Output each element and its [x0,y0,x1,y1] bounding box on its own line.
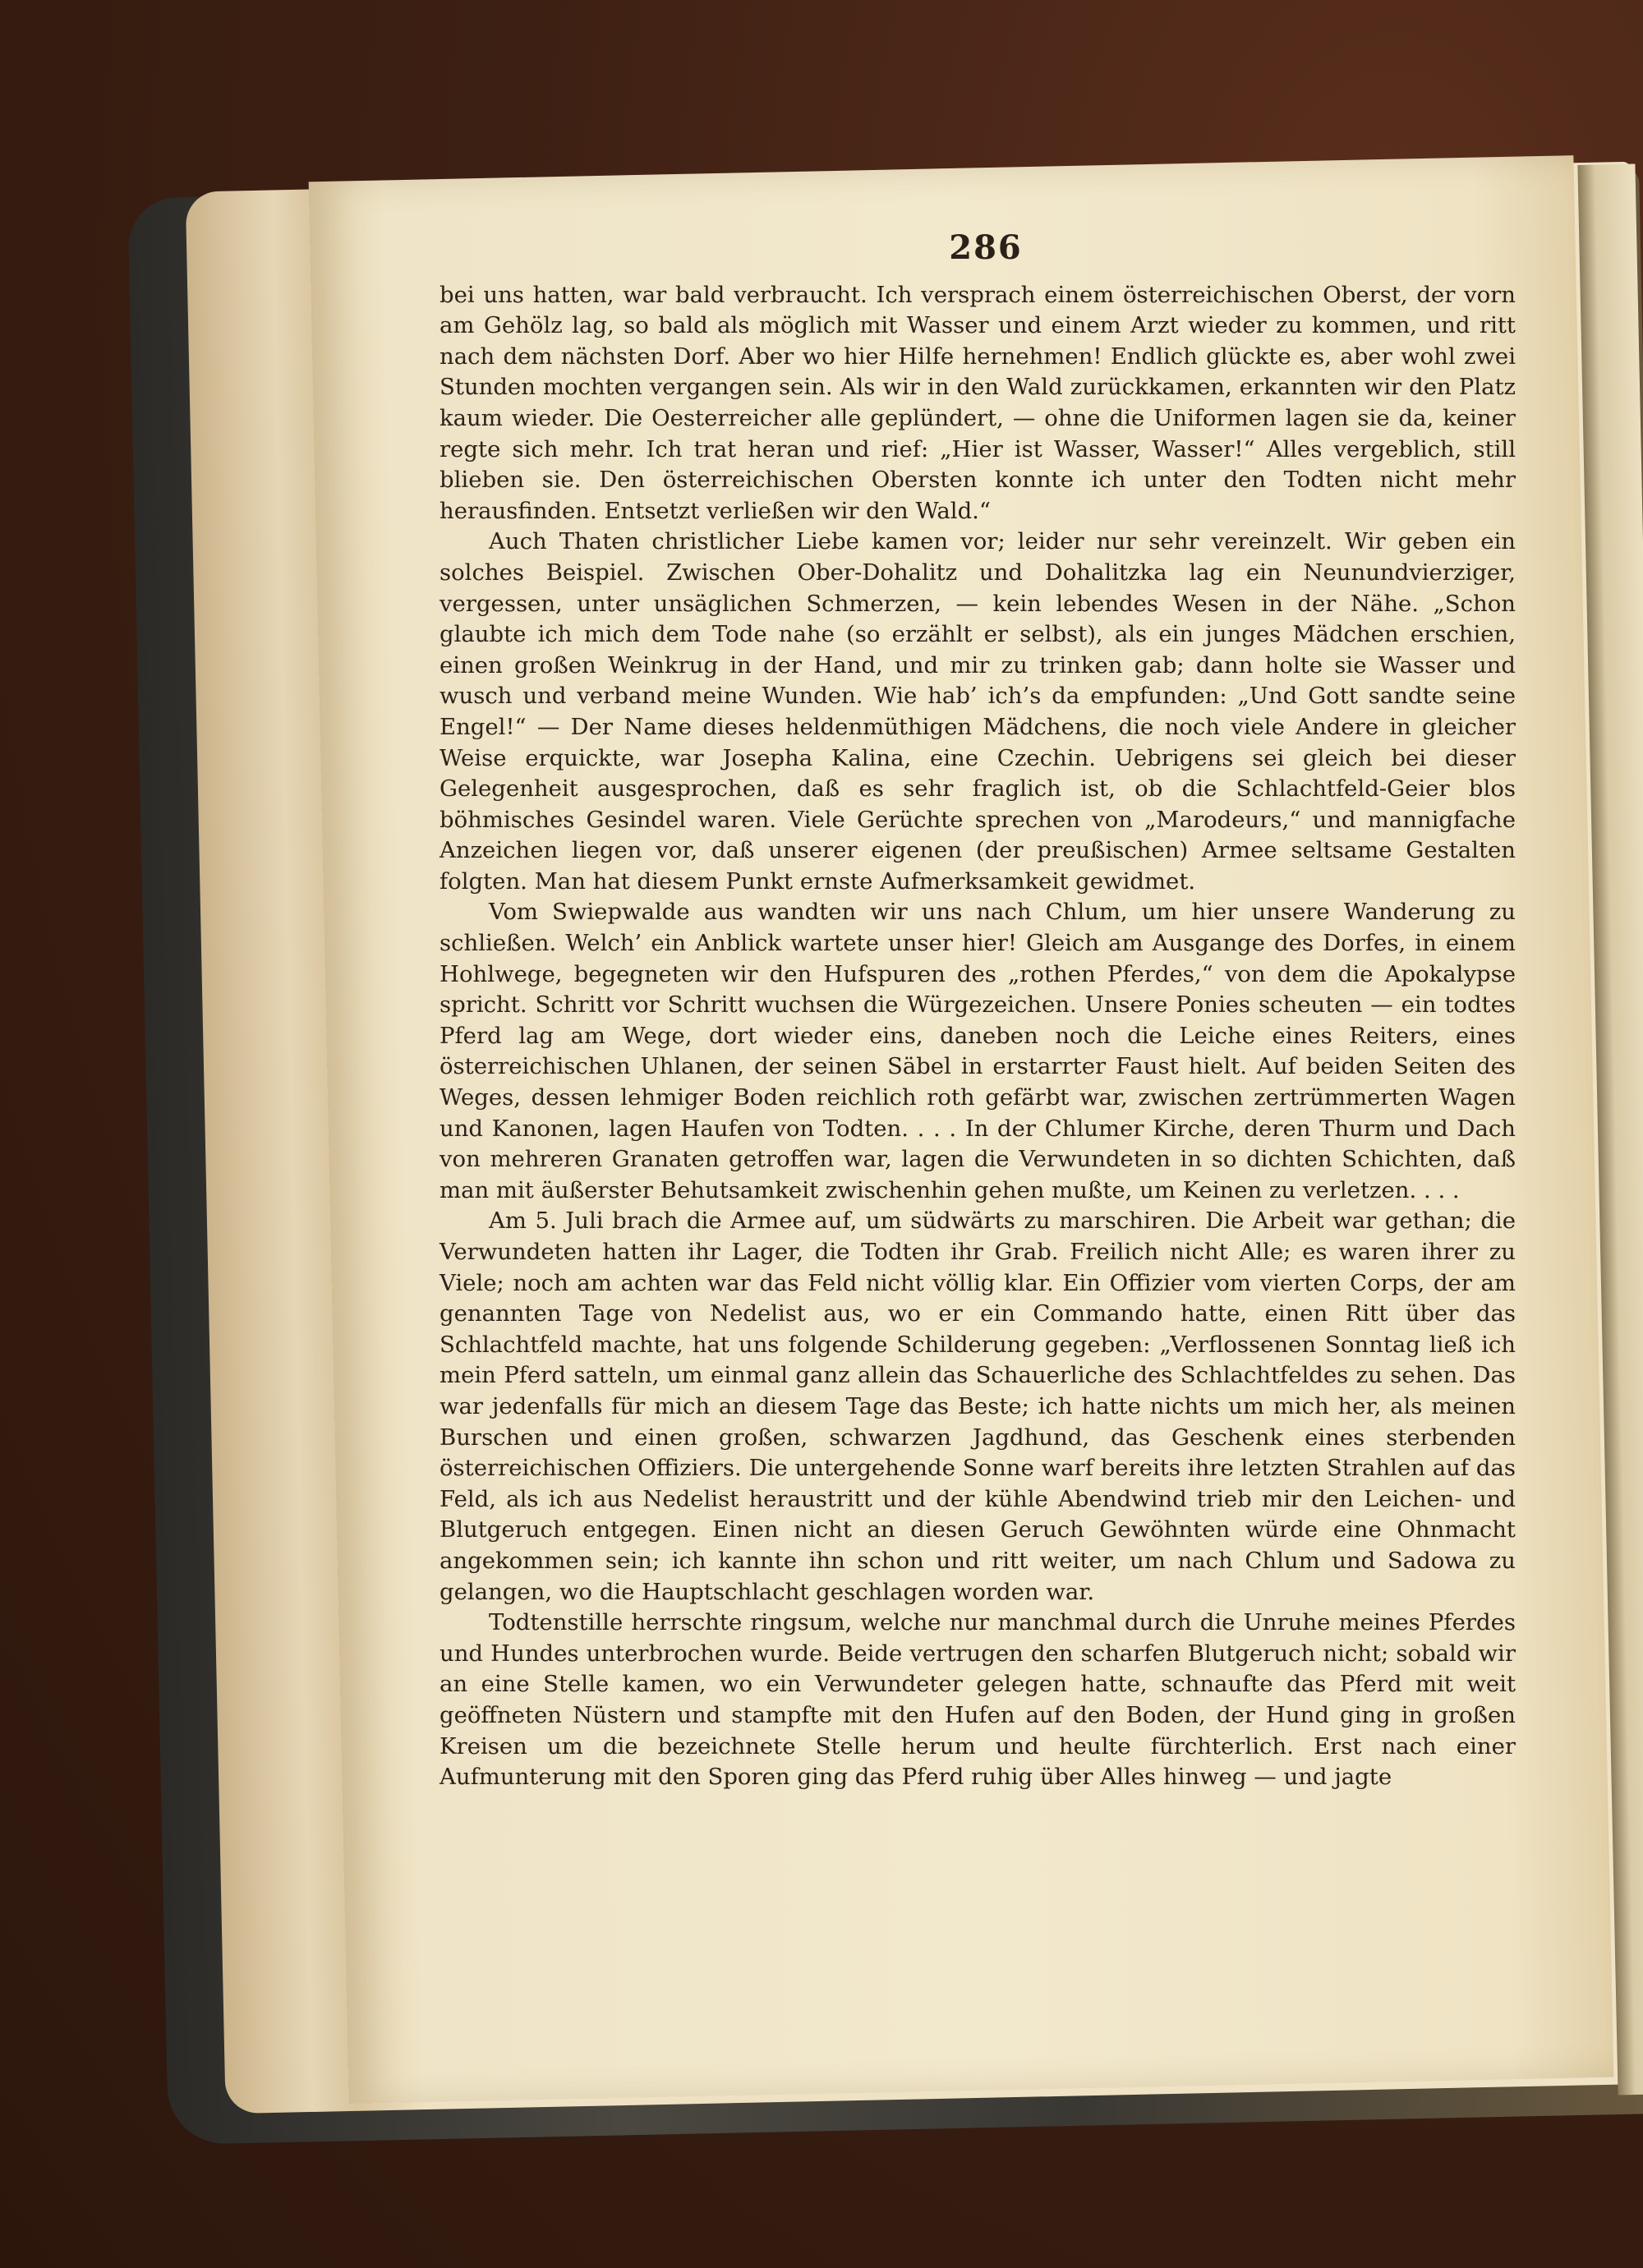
paragraph: Vom Swiepwalde aus wandten wir uns nach Chlum, um hier unsere Wanderung zu schließen. Welch’ ein Anblick wartete unser hier! Gleich am Ausgange des Dorfes, in einem Hohlwege, begegneten wir den Hufspuren des „rothen Pferdes,“ von dem die Apokalypse spricht. Schritt vor Schritt wuchsen die Würgezeichen. Unsere Ponies scheuten — ein todtes Pferd lag am Wege, dort wieder eins, daneben noch die Leiche eines Reiters, eines österreichischen Uhlanen, der seinen Säbel in erstarrter Faust hielt. Auf beiden Seiten des Weges, dessen lehmiger Boden reichlich roth gefärbt war, zwischen zertrümmerten Wagen und Kanonen, lagen Haufen von Todten. . . . In der Chlumer Kirche, deren Thurm und Dach von mehreren Granaten getroffen war, lagen die Verwundeten in so dichten Schichten, daß man mit äußerster Behutsamkeit zwischenhin gehen mußte, um Keinen zu verletzen. . . . [440,899,1516,1203]
paragraph: Am 5. Juli brach die Armee auf, um südwärts zu marschiren. Die Arbeit war gethan; die Verwundeten hatten ihr Lager, die Todten ihr Grab. Freilich nicht Alle; es waren ihrer zu Viele; noch am achten war das Feld nicht völlig klar. Ein Offizier vom vierten Corps, der am genannten Tage von Nedelist aus, wo er ein Commando hatte, einen Ritt über das Schlachtfeld machte, hat uns folgende Schilderung gegeben: „Verflossenen Sonntag ließ ich mein Pferd satteln, um einmal ganz allein das Schauerliche des Schlachtfeldes zu sehen. Das war jedenfalls für mich an diesem Tage das Beste; ich hatte nichts um mich her, als meinen Burschen und einen großen, schwarzen Jagdhund, das Geschenk eines sterbenden österreichischen Offiziers. Die untergehende Sonne warf bereits ihre letzten Strahlen auf das Feld, als ich aus Nedelist heraustritt und der kühle Abendwind trieb mir den Leichen- und Blutgeruch entgegen. Einen nicht an diesen Geruch Gewöhnten würde eine Ohnmacht angekommen sein; ich kannte ihn schon und ritt weiter, um nach Chlum und Sadowa zu gelangen, wo die Hauptschlacht geschlagen worden war. [440,1208,1516,1605]
page-number: 286 [949,228,1023,267]
paragraph: Todtenstille herrschte ringsum, welche nur manchmal durch die Unruhe meines Pferdes und Hundes unterbrochen wurde. Beide vertrugen den scharfen Blutgeruch nicht; sobald wir an eine Stelle kamen, wo ein Verwundeter gelegen hatte, schnaufte das Pferd mit weit geöffneten Nüstern und stampfte mit den Hufen auf den Boden, der Hund ging in großen Kreisen um die bezeichnete Stelle herum und heulte fürchterlich. Erst nach einer Aufmunterung mit den Sporen ging das Pferd ruhig über Alles hinweg — und jagte [440,1609,1516,1791]
paragraph: bei uns hatten, war bald verbraucht. Ich versprach einem österreichischen Oberst, der vorn am Gehölz lag, so bald als möglich mit Wasser und einem Arzt wieder zu kommen, und ritt nach dem nächsten Dorf. Aber wo hier Hilfe hernehmen! Endlich glückte es, aber wohl zwei Stunden mochten vergangen sein. Als wir in den Wald zurückkamen, erkannten wir den Platz kaum wieder. Die Oesterreicher alle geplündert, — ohne die Uniformen lagen sie da, keiner regte sich mehr. Ich trat heran und rief: „Hier ist Wasser, Wasser!“ Alles vergeblich, still blieben sie. Den österreichischen Obersten konnte ich unter den Todten nicht mehr herausfinden. Entsetzt verließen wir den Wald.“ [440,281,1516,524]
page-text [440,228,1516,1793]
paragraph: Auch Thaten christlicher Liebe kamen vor; leider nur sehr vereinzelt. Wir geben ein solches Beispiel. Zwischen Ober-Dohalitz und Dohalitzka lag ein Neunundvierziger, vergessen, unter unsäglichen Schmerzen, — kein lebendes Wesen in der Nähe. „Schon glaubte ich mich dem Tode nahe (so erzählt er selbst), als ein junges Mädchen erschien, einen großen Weinkrug in der Hand, und mir zu trinken gab; dann holte sie Wasser und wusch und verband meine Wunden. Wie hab’ ich’s da empfunden: „Und Gott sandte seine Engel!“ — Der Name dieses heldenmüthigen Mädchens, die noch viele Andere in gleicher Weise erquickte, war Josepha Kalina, eine Czechin. Uebrigens sei gleich bei dieser Gelegenheit ausgesprochen, daß es sehr fraglich ist, ob die Schlachtfeld-Geier blos böhmisches Gesindel waren. Viele Gerüchte sprechen von „Marodeurs,“ und mannigfache Anzeichen liegen vor, daß unserer eigenen (der preußischen) Armee seltsame Gestalten folgten. Man hat diesem Punkt ernste Aufmerksamkeit gewidmet. [440,528,1516,895]
